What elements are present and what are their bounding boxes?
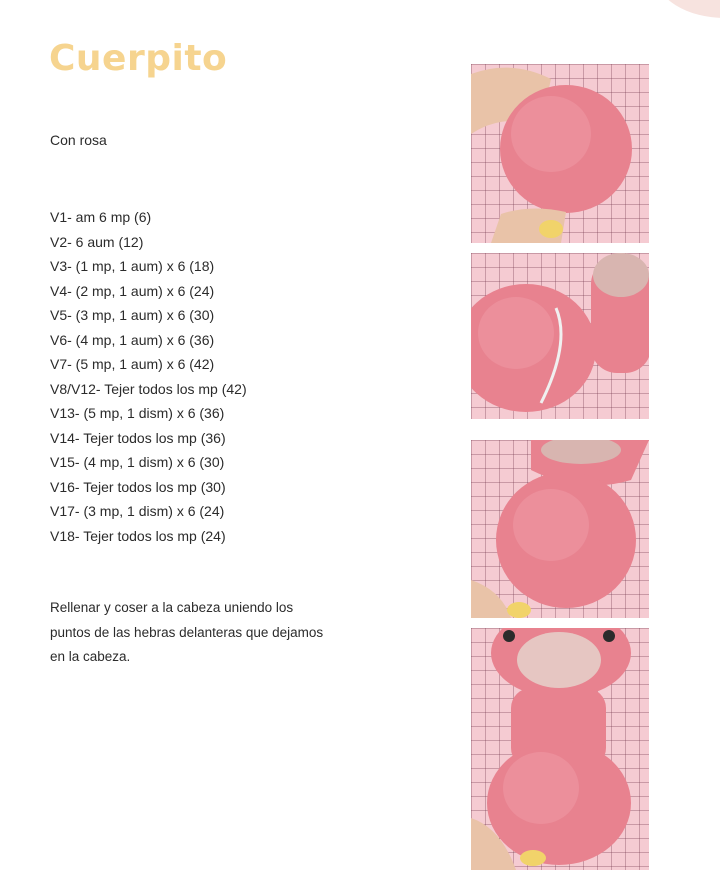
pattern-row: V5- (3 mp, 1 aum) x 6 (30) (50, 307, 215, 323)
step-photo-4 (471, 628, 649, 870)
pattern-row: V1- am 6 mp (6) (50, 209, 152, 225)
pattern-row: V2- 6 aum (12) (50, 233, 144, 250)
step-photo-2 (471, 253, 649, 419)
corner-decoration (655, 0, 720, 18)
pattern-row: V4- (2 mp, 1 aum) x 6 (24) (50, 282, 215, 299)
color-note: Con rosa (50, 132, 107, 148)
pattern-row: V7- (5 mp, 1 aum) x 6 (42) (50, 356, 215, 372)
pattern-row: V8/V12- Tejer todos los mp (42) (50, 380, 247, 397)
step-photo-1 (471, 64, 649, 243)
page-title: Cuerpito (49, 38, 228, 79)
pattern-row: V6- (4 mp, 1 aum) x 6 (36) (50, 331, 215, 348)
pattern-row: V3- (1 mp, 1 aum) x 6 (18) (50, 258, 215, 274)
step-photo-3 (471, 440, 649, 618)
pattern-row: V16- Tejer todos los mp (30) (50, 478, 226, 495)
pattern-row: V15- (4 mp, 1 dism) x 6 (30) (50, 454, 225, 470)
pattern-row: V14- Tejer todos los mp (36) (50, 429, 226, 446)
pattern-row: V18- Tejer todos los mp (24) (50, 527, 226, 544)
pattern-row: V17- (3 mp, 1 dism) x 6 (24) (50, 503, 225, 519)
assembly-instructions: Rellenar y coser a la cabeza uniendo los puntos de las hebras delanteras que dejamos en la cabeza. (50, 600, 324, 664)
pattern-rows (50, 205, 247, 548)
pattern-row: V13- (5 mp, 1 dism) x 6 (36) (50, 405, 225, 421)
